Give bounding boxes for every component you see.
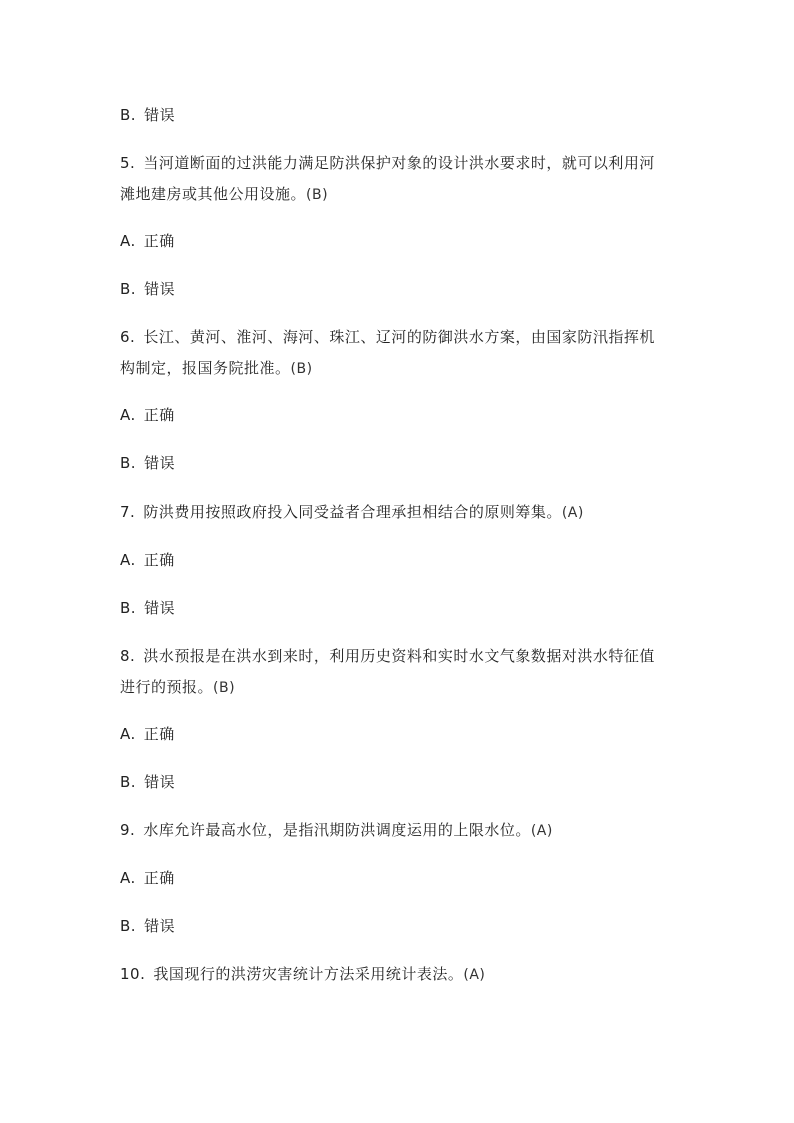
- question-number: 7.: [120, 503, 136, 521]
- option-text: 正确: [143, 869, 175, 887]
- option-text: 错误: [144, 454, 176, 472]
- option-a-q6: [120, 406, 680, 424]
- option-text: 正确: [143, 725, 175, 743]
- answer-key: (B): [306, 187, 329, 203]
- answer-key: (A): [463, 967, 486, 983]
- question-text: 水库允许最高水位，是指汛期防洪调度运用的上限水位。: [143, 821, 531, 839]
- option-label: A.: [120, 232, 136, 250]
- option-b-q9: [120, 917, 680, 935]
- option-a-q8: [120, 725, 680, 743]
- question-6-continued: [120, 359, 680, 378]
- answer-key: (A): [561, 505, 584, 521]
- option-b-q6: [120, 454, 680, 472]
- option-b-q7: [120, 599, 680, 617]
- option-b-q5: [120, 280, 680, 298]
- option-text: 错误: [144, 280, 176, 298]
- question-text: 洪水预报是在洪水到来时，利用历史资料和实时水文气象数据对洪水特征值: [143, 647, 655, 665]
- option-text: 正确: [143, 406, 175, 424]
- question-number: 5.: [120, 154, 136, 172]
- option-label: B.: [120, 917, 137, 935]
- answer-key: (A): [530, 823, 553, 839]
- option-b-q8: [120, 773, 680, 791]
- option-b-q4: [120, 106, 680, 124]
- option-label: B.: [120, 773, 137, 791]
- option-label: A.: [120, 551, 136, 569]
- question-text: 防洪费用按照政府投入同受益者合理承担相结合的原则筹集。: [143, 503, 562, 521]
- question-6: [120, 328, 680, 346]
- option-text: 正确: [143, 551, 175, 569]
- question-text: 长江、黄河、淮河、海河、珠江、辽河的防御洪水方案，由国家防汛指挥机: [143, 328, 655, 346]
- answer-key: (B): [290, 361, 313, 377]
- question-number: 8.: [120, 647, 136, 665]
- question-text-continued: 进行的预报。: [120, 678, 214, 696]
- option-label: A.: [120, 869, 136, 887]
- option-a-q7: [120, 551, 680, 569]
- option-text: 正确: [143, 232, 175, 250]
- question-7: [120, 503, 680, 522]
- question-text: 我国现行的洪涝灾害统计方法采用统计表法。: [153, 965, 464, 983]
- option-text: 错误: [144, 106, 176, 124]
- question-10: [120, 965, 680, 984]
- option-label: B.: [120, 454, 137, 472]
- option-label: B.: [120, 599, 137, 617]
- question-text-continued: 构制定，报国务院批准。: [120, 359, 291, 377]
- question-number: 10.: [120, 965, 146, 983]
- question-text-continued: 滩地建房或其他公用设施。: [120, 185, 307, 203]
- option-text: 错误: [144, 773, 176, 791]
- option-text: 错误: [144, 917, 176, 935]
- option-label: B.: [120, 280, 137, 298]
- question-8-continued: [120, 678, 680, 697]
- question-number: 6.: [120, 328, 136, 346]
- option-a-q5: [120, 232, 680, 250]
- option-label: A.: [120, 725, 136, 743]
- question-number: 9.: [120, 821, 136, 839]
- option-label: A.: [120, 406, 136, 424]
- question-8: [120, 647, 680, 665]
- option-text: 错误: [144, 599, 176, 617]
- answer-key: (B): [213, 680, 236, 696]
- option-label: B.: [120, 106, 137, 124]
- option-a-q9: [120, 869, 680, 887]
- question-9: [120, 821, 680, 840]
- question-5-continued: [120, 185, 680, 204]
- question-5: [120, 154, 680, 172]
- question-text: 当河道断面的过洪能力满足防洪保护对象的设计洪水要求时，就可以利用河: [143, 154, 655, 172]
